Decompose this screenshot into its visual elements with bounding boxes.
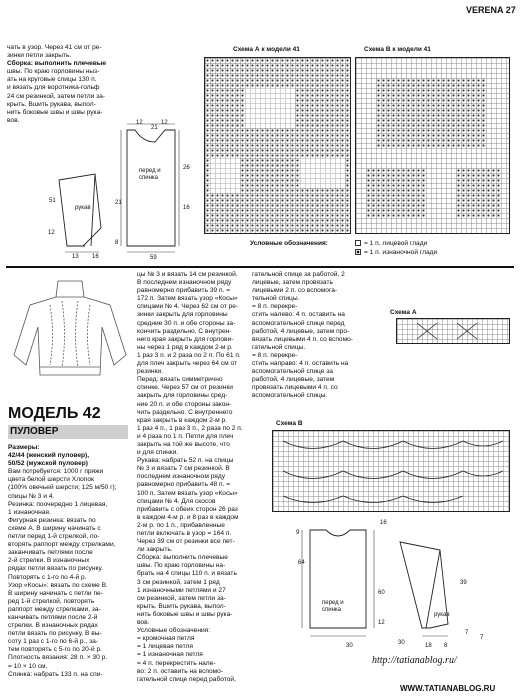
scheme-a-grid [396, 318, 510, 344]
measure-7: 16 [183, 205, 190, 211]
m42-8: 7 [465, 630, 469, 636]
measure-2: 21 [151, 125, 158, 131]
measure-3: 12 [161, 120, 168, 126]
m42-11: 8 [444, 643, 448, 649]
brand-header: VERENA 27 [466, 5, 516, 15]
legend41-item-2: = 1 п. изнаночной глади [355, 249, 437, 257]
m42-6: 12 [378, 620, 385, 626]
scheme-b41-fill-2 [366, 168, 426, 218]
m42-5: 60 [378, 590, 385, 596]
scheme-a-title: Схема А [390, 309, 417, 316]
pattern-diagram-42 [290, 520, 510, 650]
scheme-b-title: Схема В [276, 420, 303, 427]
scheme-a41-motif-1 [245, 88, 295, 128]
measure-8: 12 [48, 230, 55, 236]
scheme-a41-motif-2 [210, 158, 240, 193]
m42-3: 16 [380, 520, 387, 526]
intro-text: чать в узор. Через 41 см от ре- зинки петли закрыть. Сборка: выполнить плечевые швы. По краю горловины ныз- ать на круговые спицы 130 п. и вязать для воротника-гольф 24 см резинкой, затем петли за- крыть. Вшить рукава, выпол- нить боковые швы и швы рука- вов. [7, 44, 107, 124]
measure-4: 26 [183, 165, 190, 171]
scheme-b-grid [272, 430, 510, 512]
m42-12: 7 [480, 635, 484, 641]
m42-7: 39 [460, 580, 467, 586]
sweater-illustration [10, 275, 130, 390]
scheme-b41-fill-1 [376, 78, 486, 148]
column-2-text: цы № 3 и вязать 14 см резинкой. В последнем изнаночном ряду равномерно прибавить 39 п. = 172 п. Затем вязать узор «Косы» спицами № 4. Через 62 см от ре- зинки закрыть для горловины средние 30 п. и обе стороны за- кончить раздельно. С внутрен- него края закрыть для горлови- ны через 1 ряд в каждом 2-м р. 1 раз 3 п. и 2 раза по 2 п. По 61 п. для плеч закрыть через 64 см от резинки. Перед: вязать симметрично спинке. Через 57 см от резинки закрыть для горловины сред- ние 20 п. и обе стороны закон- чить раздельно. С внутреннего края закрыть в каждом 2-м р. 1 раз 4 п., 1 раз 3 п., 2 раза по 2 п. и 4 раза по 1 п. Петли для плеч закрыть на той же высоте, что и для спинки. Рукава: набрать 52 п. на спицы № 3 и вязать 7 см резинкой. В последнем изнаночном ряду равномерно прибавить 48 п. = 100 п. Затем вязать узор «Косы» спицами № 4. Для скосов прибавить с обеих сторон 26 раз в каждом 4-м р. и 8 раз в каждом 2-м р. по 1 п., прибавленные петли включать в узор = 164 п. Через 39 см от резинки все пет- ли закрыть. Сборка: выполнить плечевые швы. По краю горловины на- брать на 4 спицы 110 п. и вязать 3 см резинкой, затем 1 ряд 1 изнаночными петлями и 27 см резинкой, затем петли за- крыть. Вшить рукава, выпол- нить боковые швы и швы рука- вов. Условные обозначения: = кромочная петля = 1 лицевая петля = 1 изнаночная петля = 4 п. перекрестить нале- во: 2 п. оставить на вспомо- гательной спице перед работой, [137, 271, 243, 683]
sleeve-label-42: рукав [434, 612, 450, 618]
scheme-b41-title: Схема В к модели 41 [364, 46, 431, 53]
scheme-a-arrows [397, 319, 509, 343]
measure-11: 8 [115, 240, 119, 246]
m42-1: 9 [296, 530, 300, 536]
column-1-text: Размеры: 42/44 (женский пуловер), 50/52 (мужской пуловер) Вам потребуется: 1000 г пряжи цвета белой шерсти Хлопок (100% овечьей шерсти; 125 м/50 г); спицы № 3 и 4. Резинка: поочередно 1 лицевая, 1 изнаночная. Фигурная резинка: вязать по схеме А. В ширину начинать с петли перед 1-й стрелкой, по- вторять раппорт между стрелками, заканчивать петлями после 2-й стрелки. В изнаночных рядах петли вязать по рисунку. Повторять с 1-го по 4-й р. Узор «Косы»: вязать по схеме В. В ширину начинать с петли пе- ред 1-й стрелкой, повторять раппорт между стрелками, за- канчивать петлями после 2-й стрелки. В изнаночных рядах петли вязать по рисунку. В вы- соту 1 раз с 1-го по 6-й р., за- тем повторять с 5-го по 20-й р. Плотность вязания: 28 п. × 30 р. = 10 × 10 см. Спинка: набрать 133 п. на спи- [8, 444, 117, 678]
measure-5: 51 [49, 198, 56, 204]
m42-4: 64 [298, 560, 305, 566]
model-title: МОДЕЛЬ 42 [8, 405, 101, 422]
scheme-a41-motif-3 [300, 158, 345, 188]
scheme-b41-fill-3 [456, 168, 501, 218]
model-subtitle: ПУЛОВЕР [10, 426, 59, 437]
measure-10: 16 [92, 254, 99, 260]
scheme-b-cables [273, 431, 509, 511]
pattern-diagram-41 [55, 118, 205, 263]
legend41-title: Условные обозначения: [250, 240, 328, 247]
measure-6: 21 [115, 200, 122, 206]
front-back-label-42: перед и спинка [322, 600, 344, 613]
section-divider [6, 266, 514, 268]
measure-9: 13 [72, 254, 79, 260]
width-label: 59 [150, 255, 157, 261]
m42-2: 30 [346, 643, 353, 649]
footer-url: WWW.TATIANABLOG.RU [400, 684, 496, 693]
model-subtitle-bar [8, 425, 128, 439]
scheme-a41-title: Схема А к модели 41 [233, 46, 300, 53]
watermark-url: http://tatianablog.ru/ [372, 655, 457, 666]
measure-1: 12 [136, 120, 143, 126]
scheme-a41-grid [204, 57, 351, 234]
m42-10: 18 [425, 643, 432, 649]
scheme-b41-grid [355, 57, 510, 234]
m42-9: 30 [398, 640, 405, 646]
sleeve-label: рукав [75, 205, 91, 211]
empty-square-icon [355, 240, 361, 246]
legend41-item-1: = 1 п. лицевой глади [355, 240, 427, 248]
column-3-text: гательной спице за работой, 2 лицевые, затем провязать лицевыми 2 п. со вспомога- тельной спицы. = 8 п. перекре- стить налево: 4 п. оставить на вспомогательной спице перед работой, 4 лицевые, затем про- вязать лицевыми 4 п. со вспомо- гательной спицы. = 8 п. перекре- стить направо: 4 п. оставить на вспомогательной спице за работой, 4 лицевые, затем провязать лицевыми 4 п. со вспомогательной спицы. [252, 271, 353, 400]
front-back-label: перед и спинка [139, 168, 161, 181]
dotted-square-icon [355, 249, 361, 255]
